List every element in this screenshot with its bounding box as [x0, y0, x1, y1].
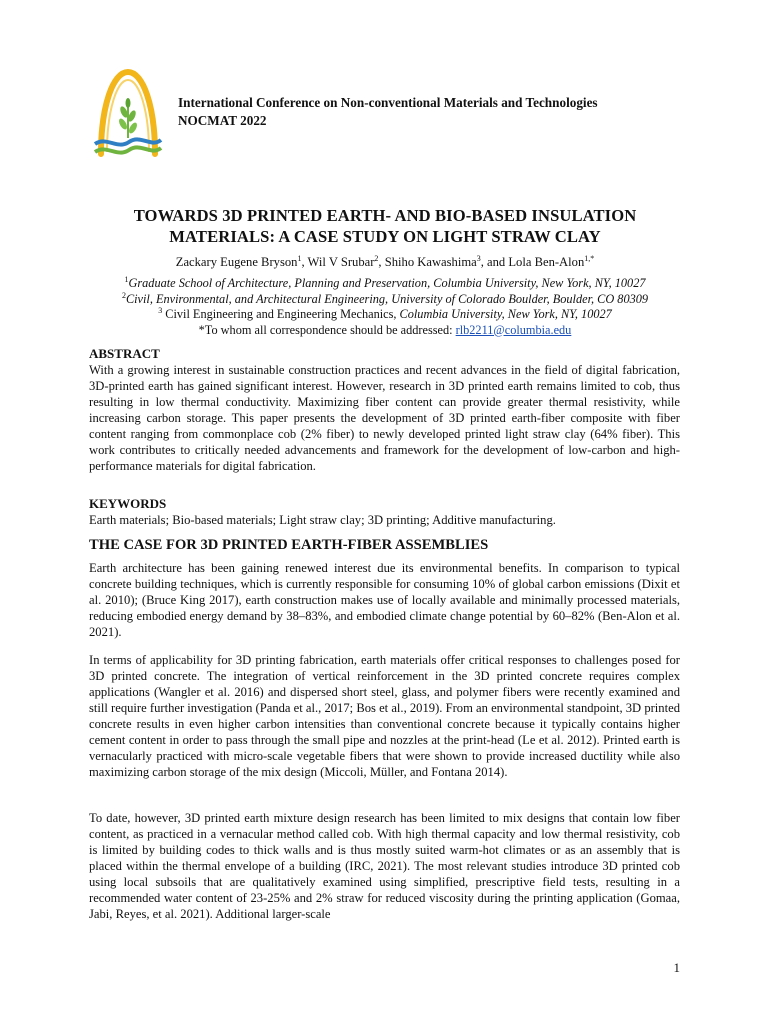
conference-logo	[93, 66, 163, 161]
conference-acronym: NOCMAT 2022	[178, 113, 267, 128]
paragraph: In terms of applicability for 3D printing fabrication, earth materials offer critical responses to challenges posed for 3D printed concrete. The integration of vertical reinforcement in the 3D printed concrete requires complex applications (Wangler et al. 2016) and dispersed short steel, glass, and polymer fibers were recently examined and still require further investigation (Panda et al., 2017; Bos et al., 2019). From an environmental standpoint, 3D printed concrete results in even higher carbon intensities than conventional concrete because it typically contains higher cement content in order to pass through the small pipe and nozzles at the print-head (Le et al. 2012). Printed earth is vernacularly practiced with micro-scale vegetable fibers that were shown to provide increased ductility while also maximizing carbon storage of the mix design (Miccoli, Müller, and Fontana 2014).	[89, 653, 680, 779]
affil-sup: 2	[121, 290, 126, 300]
author-name: , Shiho Kawashima	[378, 255, 477, 269]
paper-title-line1: TOWARDS 3D PRINTED EARTH- AND BIO-BASED INSULATION	[133, 206, 637, 225]
author-affil-sup: 1,*	[584, 254, 595, 263]
paragraph: To date, however, 3D printed earth mixture design research has been limited to mix designs that contain low fiber content, as practiced in a vernacular method called cob. With high thermal capacity and low thermal resistivity, cob is limited by building codes to thick walls and is thus mostly suited warm-hot climates or as an assembly that is placed within the thermal envelope of a building (IRC, 2021). The most relevant studies introduce 3D printed cob using local subsoils that are qualitatively examined using simplified, prescriptive field tests, resulting in a recommended water content of 23-25% and 2% straw for reduced viscosity during the printing application (Gomaa, Jabi, Reyes, et al. 2021). Additional larger-scale	[89, 811, 680, 921]
email-link[interactable]: rlb2211@columbia.edu	[455, 322, 572, 337]
affil-text-italic: Columbia University, New York, NY, 10027	[399, 307, 612, 321]
author-name: Zackary Eugene Bryson	[175, 255, 298, 269]
affiliation-1	[60, 276, 710, 292]
logo-bud	[126, 98, 131, 108]
conference-name: International Conference on Non-conventional Materials and Technologies	[178, 95, 598, 110]
logo-wave-blue	[95, 139, 161, 144]
abstract-text: With a growing interest in sustainable construction practices and recent advances in the field of digital fabrication, 3D-printed earth has gained significant interest. However, research in 3D printed earth remains limited to cob, thus resulting in low thermal conductivity. Maximizing fiber content can provide greater thermal resistivity, while increasing carbon storage. This paper presents the development of 3D printed earth-fiber composite with fiber content ranging from commonplace cob (2% fiber) to newly developed printed light straw clay (64% fiber). This work contributes to critically needed advancements and framework for the development of low-carbon and high-performance materials for digital fabrication.	[89, 363, 680, 473]
affil-text: Civil, Environmental, and Architectural Engineering, University of Colorado Boulder, Boulder, CO 80309	[125, 291, 649, 306]
logo-wave-green	[95, 147, 161, 152]
section-heading: THE CASE FOR 3D PRINTED EARTH-FIBER ASSEMBLIES	[89, 537, 489, 553]
affil-text: Graduate School of Architecture, Planning and Preservation, Columbia University, New York, NY, 10027	[128, 276, 646, 290]
correspondence-label: *To whom all correspondence should be addressed:	[198, 322, 456, 337]
keywords-text: Earth materials; Bio-based materials; Light straw clay; 3D printing; Additive manufacturing.	[89, 513, 556, 527]
affil-text: Civil Engineering and Engineering Mechanics,	[162, 307, 400, 321]
affiliation-3	[60, 307, 710, 323]
paper-title	[60, 205, 710, 247]
correspondence-line	[60, 323, 710, 339]
paragraph: Earth architecture has been gaining renewed interest due its environmental benefits. In comparison to typical concrete building techniques, which is currently responsible for consuming 10% of global carbon emissions (Dixit et al. 2010); (Bruce King 2017), earth construction makes use of locally available and minimally processed materials, reducing embodied energy demand by 38–83%, and embodied climate change potential by 60–82% (Ben-Alon et al. 2021).	[89, 561, 680, 639]
logo-leaf	[117, 117, 128, 130]
author-affil-sup: 3	[476, 254, 481, 263]
page-number: 1	[673, 960, 680, 975]
author-name: , Wil V Srubar	[301, 255, 375, 269]
affiliations	[60, 276, 710, 338]
author-affil-sup: 2	[374, 254, 379, 263]
abstract-heading: ABSTRACT	[89, 346, 160, 361]
logo-leaf	[127, 121, 138, 134]
affil-sup: 1	[124, 275, 129, 284]
author-name: , and Lola Ben-Alon	[480, 255, 585, 269]
affil-sup: 3	[158, 306, 163, 315]
paper-title-line2: MATERIALS: A CASE STUDY ON LIGHT STRAW CLAY	[169, 227, 601, 246]
keywords-heading: KEYWORDS	[89, 496, 167, 511]
conference-header	[178, 94, 718, 130]
author-affil-sup: 1	[297, 254, 302, 263]
affiliation-2	[60, 292, 710, 308]
author-list	[60, 254, 710, 270]
